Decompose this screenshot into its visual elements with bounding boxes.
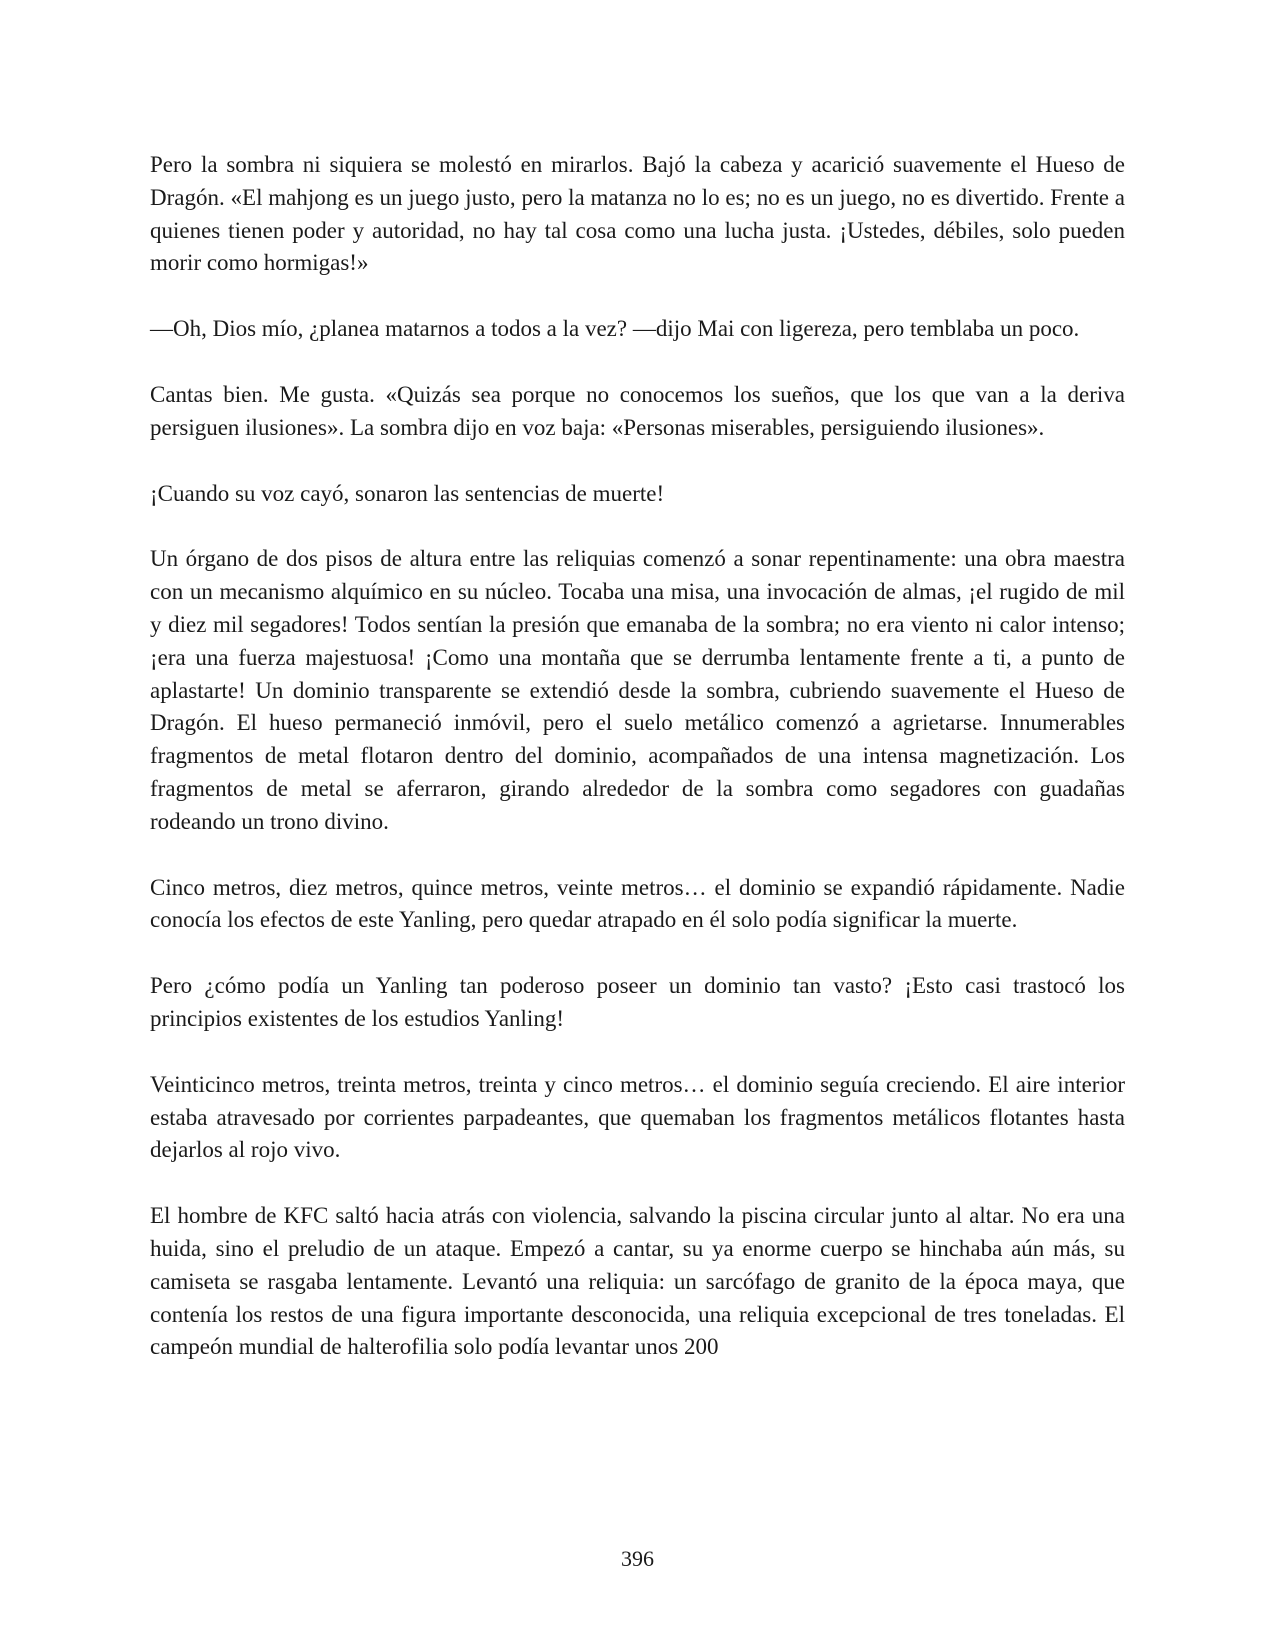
paragraph-6: Cinco metros, diez metros, quince metros, veinte metros… el dominio se expandió rápidamente. Nadie conocía los efectos de este Yanling, pero quedar atrapado en él solo podía significar la muerte.	[150, 874, 1125, 933]
paragraph-3: Cantas bien. Me gusta. «Quizás sea porque no conocemos los sueños, que los que van a la deriva persiguen ilusiones». La sombra dijo en voz baja: «Personas miserables, persiguiendo ilusiones».	[150, 381, 1125, 440]
paragraph-5: Un órgano de dos pisos de altura entre las reliquias comenzó a sonar repentinamente: una obra maestra con un mecanismo alquímico en su núcleo. Tocaba una misa, una invocación de almas, ¡el rugido de mil y diez mil segadores! Todos sentían la presión que emanaba de la sombra; no era viento ni calor intenso; ¡era una fuerza majestuosa! ¡Como una montaña que se derrumba lentamente frente a ti, a punto de aplastarte! Un dominio transparente se extendió desde la sombra, cubriendo suavemente el Hueso de Dragón. El hueso permaneció inmóvil, pero el suelo metálico comenzó a agrietarse. Innumerables fragmentos de metal flotaron dentro del dominio, acompañados de una intensa magnetización. Los fragmentos de metal se aferraron, girando alrededor de la sombra como segadores con guadañas rodeando un trono divino.	[150, 546, 1125, 834]
paragraph-7: Pero ¿cómo podía un Yanling tan poderoso poseer un dominio tan vasto? ¡Esto casi trastocó los principios existentes de los estudios Yanling!	[150, 973, 1125, 1031]
paragraph-9: El hombre de KFC saltó hacia atrás con violencia, salvando la piscina circular junto al altar. No era una huida, sino el preludio de un ataque. Empezó a cantar, su ya enorme cuerpo se hinchaba aún más, su camiseta se rasgaba lentamente. Levantó una reliquia: un sarcófago de granito de la época maya, que contenía los restos de una figura importante desconocida, una reliquia excepcional de tres toneladas. El campeón mundial de halterofilia solo podía levantar unos 200	[150, 1203, 1125, 1360]
body-text	[150, 149, 1125, 1364]
page-number: 396	[621, 1546, 654, 1571]
paragraph-1: Pero la sombra ni siquiera se molestó en mirarlos. Bajó la cabeza y acarició suavemente el Hueso de Dragón. «El mahjong es un juego justo, pero la matanza no lo es; no es un juego, no es divertido. Frente a quienes tienen poder y autoridad, no hay tal cosa como una lucha justa. ¡Ustedes, débiles, solo pueden morir como hormigas!»	[150, 152, 1125, 276]
paragraph-2: —Oh, Dios mío, ¿planea matarnos a todos a la vez? —dijo Mai con ligereza, pero temblaba un poco.	[150, 316, 1080, 342]
paragraph-8: Veinticinco metros, treinta metros, treinta y cinco metros… el dominio seguía creciendo. El aire interior estaba atravesado por corrientes parpadeantes, que quemaban los fragmentos metálicos flotantes hasta dejarlos al rojo vivo.	[150, 1071, 1125, 1163]
paragraph-4: ¡Cuando su voz cayó, sonaron las sentencias de muerte!	[150, 480, 665, 506]
